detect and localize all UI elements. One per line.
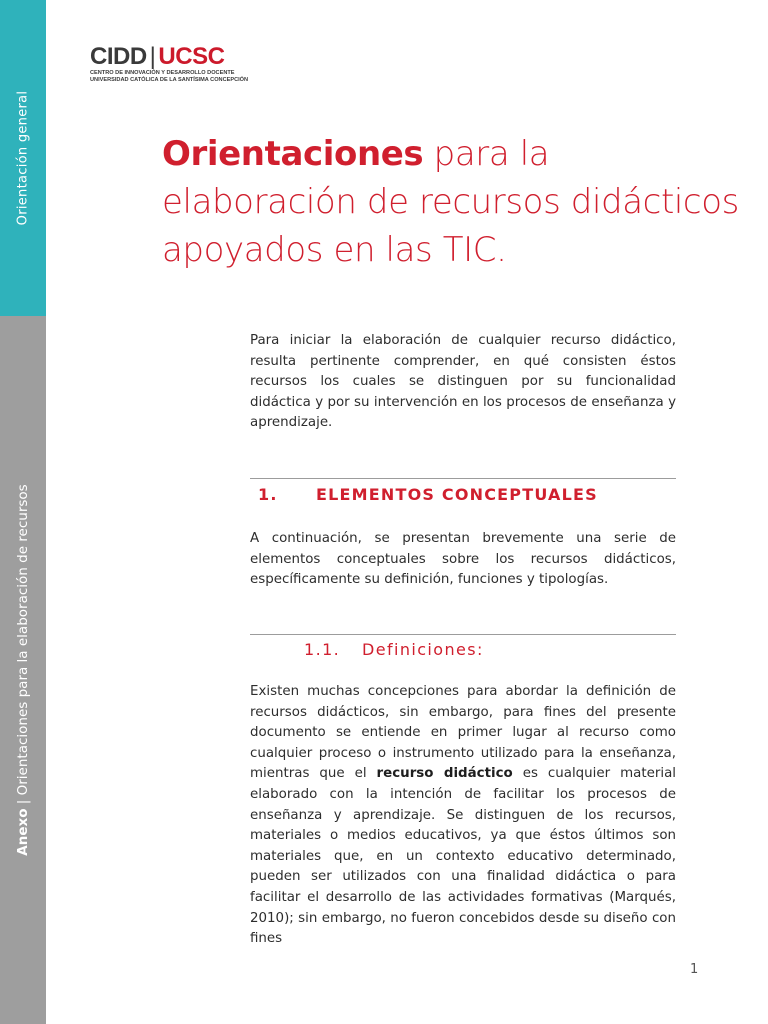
section-paragraph: A continuación, se presentan brevemente una serie de elementos conceptuales sobre los recursos didácticos, específicamente su definición, funciones y tipologías. [250, 531, 676, 588]
logo-subtitle-1: CENTRO DE INNOVACIÓN Y DESARROLLO DOCENTE [90, 70, 235, 76]
subsection-divider [250, 634, 676, 635]
logo-separator: | [149, 43, 156, 70]
cidd-ucsc-logo [90, 44, 260, 90]
page-title [162, 130, 742, 274]
definitions-term: recurso didáctico [376, 766, 513, 782]
section-title: ELEMENTOS CONCEPTUALES [316, 485, 598, 504]
sidebar-section-label: Orientación general [15, 90, 31, 226]
section-number: 1. [258, 485, 278, 504]
page-title-bold: Orientaciones [162, 134, 424, 174]
page-title-rest: para la elaboración de recursos didácticos apoyados en las TIC. [162, 134, 739, 270]
logo-brand [90, 44, 260, 70]
section-divider [250, 478, 676, 479]
subsection-heading [304, 640, 484, 659]
sidebar-document-label [15, 484, 31, 855]
definitions-text-after: es cualquier material elaborado con la intención de facilitar los procesos de enseñanza y aprendizaje. Se distinguen de los recursos, materiales o medios educativos, ya que éstos últimos son materiales que, en un contexto educativo determinado, pueden ser utilizados con una finalidad didáctica o para facilitar el desarrollo de las actividades formativas (Marqués, 2010); sin embargo, no fueron concebidos desde su diseño con fines [250, 766, 676, 947]
page-number: 1 [690, 962, 699, 977]
section-heading [258, 485, 598, 504]
subsection-number: 1.1. [304, 640, 341, 659]
sidebar-annex-label: Anexo [15, 808, 31, 856]
subsection-title: Definiciones: [362, 640, 484, 659]
logo-cidd: CIDD [90, 43, 147, 70]
logo-subtitle-2: UNIVERSIDAD CATÓLICA DE LA SANTÍSIMA CONCEPCIÓN [90, 77, 249, 83]
logo-ucsc: UCSC [158, 43, 225, 70]
intro-paragraph: Para iniciar la elaboración de cualquier recurso didáctico, resulta pertinente comprender, en qué consisten éstos recursos los cuales se distinguen por su funcionalidad didáctica y por su intervención en los procesos de enseñanza y aprendizaje. [250, 333, 676, 431]
sidebar-annex-title: | Orientaciones para la elaboración de recursos [15, 484, 31, 809]
definitions-text-before: Existen muchas concepciones para abordar la definición de recursos didácticos, sin embargo, para fines del presente documento se entiende en primer lugar al recurso como cualquier proceso o instrumento utilizado para la enseñanza, mientras que el [250, 684, 676, 782]
definitions-paragraph [250, 682, 676, 950]
